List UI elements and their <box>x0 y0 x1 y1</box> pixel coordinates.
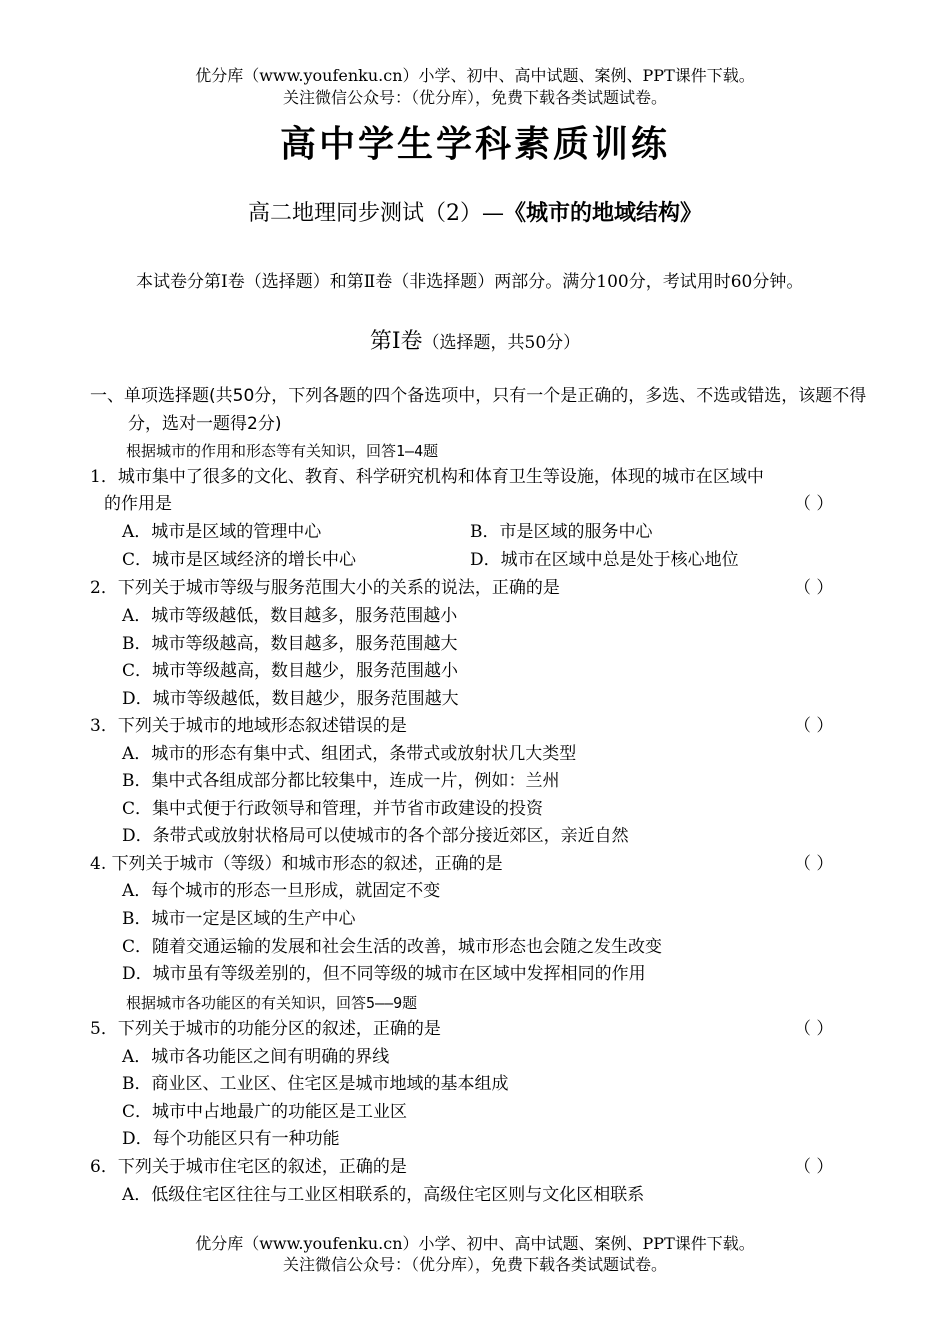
answer-bracket: （ ） <box>794 1019 834 1039</box>
q1-option-d: D．城市在区域中总是处于核心地位 <box>470 550 739 570</box>
q4-option-a: A．每个城市的形态一旦形成，就固定不变 <box>122 881 441 901</box>
q2-option-b: B．城市等级越高，数目越多，服务范围越大 <box>122 634 458 654</box>
test-subtitle <box>0 196 950 227</box>
exam-intro: 本试卷分第Ⅰ卷（选择题）和第Ⅱ卷（非选择题）两部分。满分100分，考试用时60分钟。 <box>136 272 804 292</box>
q5-option-d: D．每个功能区只有一种功能 <box>122 1129 340 1149</box>
q4-option-c: C．随着交通运输的发展和社会生活的改善，城市形态也会随之发生改变 <box>122 937 663 957</box>
q3-option-c: C．集中式便于行政领导和管理，并节省市政建设的投资 <box>122 799 544 819</box>
footer-line-1: 优分库（www.youfenku.cn）小学、初中、高中试题、案例、PPT课件下载。 <box>195 1234 755 1253</box>
page-title: 高中学生学科素质训练 <box>279 124 670 165</box>
group-note-2: 根据城市各功能区的有关知识，回答5——9题 <box>126 994 418 1012</box>
question-1-stem: 1．城市集中了很多的文化、教育、科学研究机构和体育卫生等设施，体现的城市在区域中 <box>90 467 764 487</box>
q3-option-a: A．城市的形态有集中式、组团式，条带式或放射状几大类型 <box>122 744 577 764</box>
volume-heading <box>0 324 950 355</box>
subtitle-prefix: 高二地理同步测试（2）— <box>247 201 504 226</box>
question-4-stem: 4. 下列关于城市（等级）和城市形态的叙述，正确的是 <box>90 854 503 874</box>
question-1-stem-cont: 的作用是 <box>104 494 172 514</box>
answer-bracket: （ ） <box>794 854 834 874</box>
question-3-stem: 3．下列关于城市的地域形态叙述错误的是 <box>90 716 407 736</box>
question-5-stem: 5．下列关于城市的功能分区的叙述，正确的是 <box>90 1019 441 1039</box>
header-line-1: 优分库（www.youfenku.cn）小学、初中、高中试题、案例、PPT课件下载。 <box>195 66 755 85</box>
section-heading: 一、单项选择题(共50分，下列各题的四个备选项中，只有一个是正确的，多选、不选或错选，该题不得分，选对一题得2分) <box>90 386 867 434</box>
q1-option-c: C．城市是区域经济的增长中心 <box>122 550 357 570</box>
header-line-2: 关注微信公众号：（优分库），免费下载各类试题试卷。 <box>282 88 667 107</box>
footer-line-2: 关注微信公众号：（优分库），免费下载各类试题试卷。 <box>282 1255 667 1274</box>
q5-option-a: A．城市各功能区之间有明确的界线 <box>122 1047 390 1067</box>
q5-option-c: C．城市中占地最广的功能区是工业区 <box>122 1102 408 1122</box>
volume-label: 第Ⅰ卷 <box>369 329 423 354</box>
q6-option-a: A．低级住宅区往往与工业区相联系的，高级住宅区则与文化区相联系 <box>122 1185 645 1205</box>
volume-note: （选择题，共50分） <box>422 333 581 353</box>
q2-option-a: A．城市等级越低，数目越多，服务范围越小 <box>122 606 458 626</box>
q4-option-d: D．城市虽有等级差别的，但不同等级的城市在区域中发挥相同的作用 <box>122 964 646 984</box>
q3-option-b: B．集中式各组成部分都比较集中，连成一片，例如：兰州 <box>122 771 560 791</box>
q2-option-c: C．城市等级越高，数目越少，服务范围越小 <box>122 661 459 681</box>
answer-bracket: （ ） <box>794 716 834 736</box>
q1-option-b: B．市是区域的服务中心 <box>470 522 653 542</box>
q2-option-d: D．城市等级越低，数目越少，服务范围越大 <box>122 689 459 709</box>
q1-option-a: A．城市是区域的管理中心 <box>122 522 322 542</box>
answer-bracket: （ ） <box>794 494 834 514</box>
question-2-stem: 2．下列关于城市等级与服务范围大小的关系的说法，正确的是 <box>90 578 560 598</box>
answer-bracket: （ ） <box>794 578 834 598</box>
q3-option-d: D．条带式或放射状格局可以使城市的各个部分接近郊区，亲近自然 <box>122 826 629 846</box>
answer-bracket: （ ） <box>794 1157 834 1177</box>
subtitle-topic: 《城市的地域结构》 <box>503 200 702 226</box>
question-6-stem: 6．下列关于城市住宅区的叙述，正确的是 <box>90 1157 407 1177</box>
q4-option-b: B．城市一定是区域的生产中心 <box>122 909 356 929</box>
group-note-1: 根据城市的作用和形态等有关知识，回答1—4题 <box>126 442 439 460</box>
q5-option-b: B．商业区、工业区、住宅区是城市地域的基本组成 <box>122 1074 509 1094</box>
